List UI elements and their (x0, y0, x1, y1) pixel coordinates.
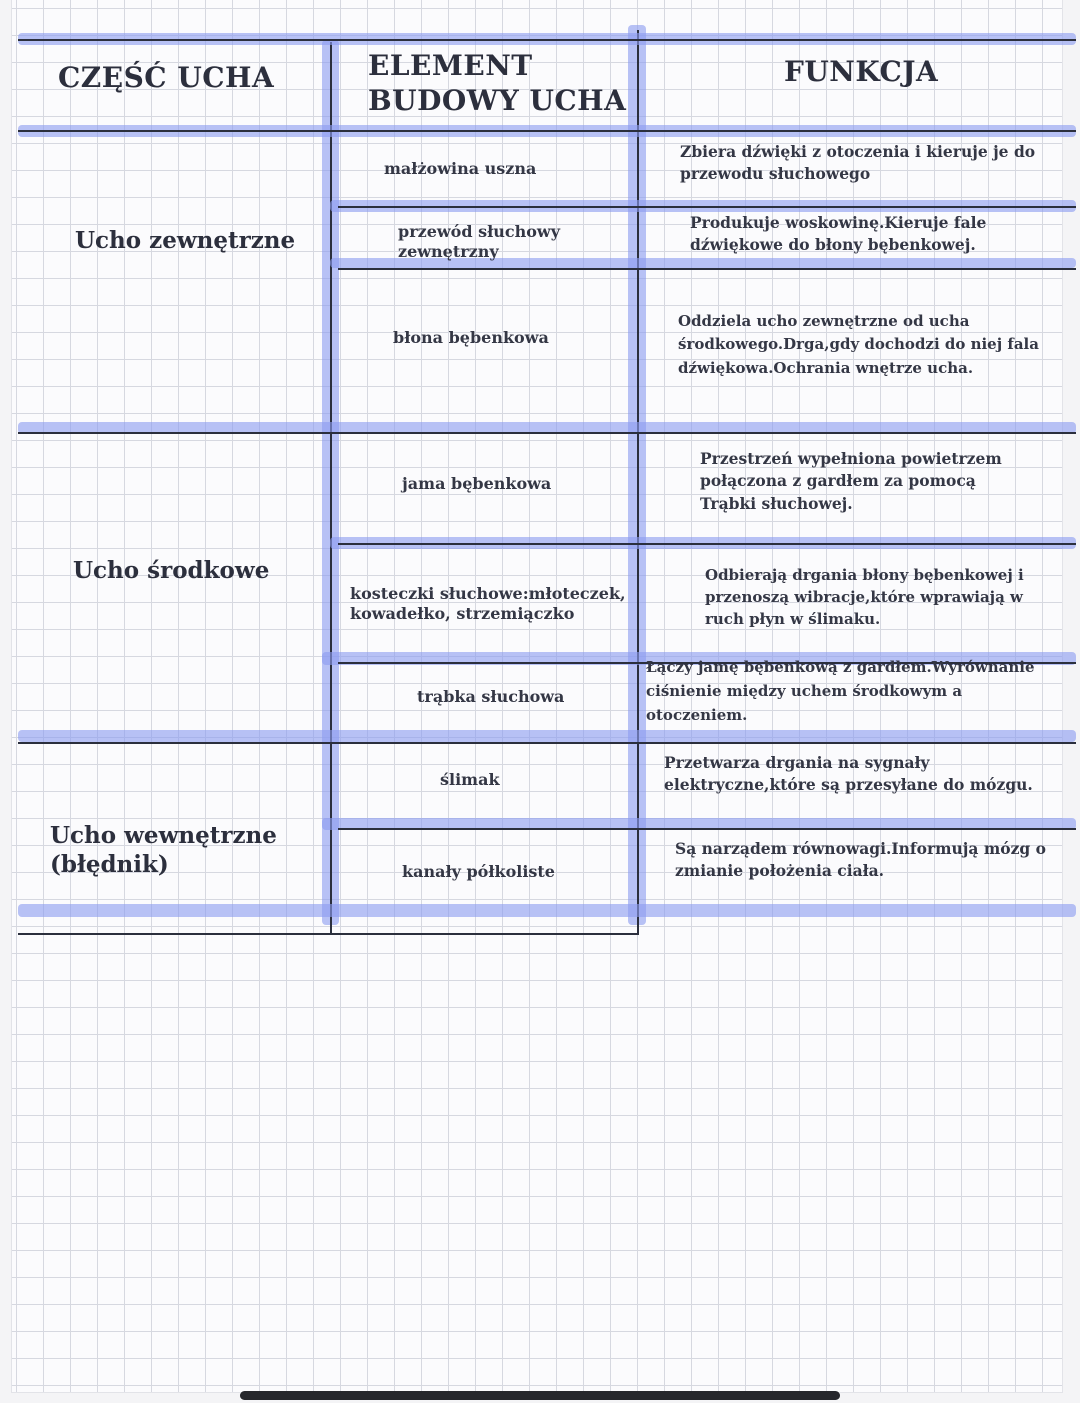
element-text: kosteczki słuchowe:młoteczek, (350, 584, 626, 603)
row-divider-line (338, 268, 1076, 270)
header-function: FUNKCJA (784, 55, 939, 88)
function-text: Oddziela ucho zewnętrzne od ucha (678, 312, 970, 330)
function-text: Zbiera dźwięki z otoczenia i kieruje je do (680, 142, 1036, 161)
function-cell (705, 565, 1024, 630)
function-text: Łączy jamę bębenkową z gardłem.Wyrównanie (646, 658, 1035, 676)
part-inner-ear-line1: Ucho wewnętrzne (50, 822, 277, 849)
element-text: kanały półkoliste (402, 862, 555, 881)
row-divider-highlight (18, 730, 1076, 742)
function-cell (664, 752, 1033, 797)
function-text: elektryczne,które są przesyłane do mózgu. (664, 775, 1033, 795)
function-text: Produkuje woskowinę.Kieruje fale (690, 213, 987, 232)
row-divider-line (18, 130, 1076, 132)
function-text: Trąbki słuchowej. (700, 493, 853, 513)
element-cell (350, 584, 626, 624)
part-middle-ear: Ucho środkowe (73, 557, 270, 584)
row-divider-line (338, 206, 1076, 208)
column-divider-line (330, 42, 332, 934)
function-cell (646, 655, 1035, 727)
element-text: jama bębenkowa (402, 474, 552, 493)
function-cell (678, 310, 1039, 380)
element-text: kowadełko, strzemiączko (350, 604, 575, 623)
column-divider-line (637, 30, 639, 935)
element-cell (393, 328, 549, 348)
row-divider-line (338, 828, 1076, 830)
part-inner-ear (50, 822, 277, 880)
element-cell (398, 222, 560, 262)
function-text: Przestrzeń wypełniona powietrzem (700, 449, 1002, 468)
function-cell (675, 838, 1046, 883)
function-text: otoczeniem. (646, 706, 748, 724)
horizontal-scrollbar[interactable] (240, 1391, 840, 1400)
element-text: ślimak (440, 770, 500, 789)
element-cell (402, 474, 551, 494)
function-text: zmianie położenia ciała. (675, 861, 885, 881)
row-divider-line (338, 543, 1076, 545)
header-part: CZĘŚĆ UCHA (58, 61, 275, 94)
function-text: przewodu słuchowego (680, 164, 871, 184)
function-text: Są narządem równowagi.Informują mózg o (675, 839, 1046, 858)
element-cell (440, 770, 500, 790)
row-divider-line (18, 432, 1076, 434)
function-text: ruch płyn w ślimaku. (705, 609, 881, 628)
header-element (368, 48, 626, 118)
element-text: zewnętrzny (398, 242, 499, 261)
function-text: Odbierają drgania błony bębenkowej i (705, 566, 1024, 584)
row-divider-highlight (18, 904, 1076, 917)
element-cell (417, 687, 564, 707)
function-text: przenoszą wibracje,które wprawiają w (705, 587, 1023, 606)
row-divider-line (18, 933, 638, 935)
element-cell (384, 159, 536, 179)
function-text: ciśnienie między uchem środkowym a (646, 682, 963, 700)
row-divider-line (18, 742, 1076, 744)
function-text: dźwiękowe do błony bębenkowej. (690, 235, 976, 255)
element-cell (402, 862, 555, 882)
element-text: trąbka słuchowa (417, 687, 565, 706)
element-text: błona bębenkowa (393, 328, 549, 347)
function-cell (690, 212, 986, 257)
header-element-line2: BUDOWY UCHA (368, 84, 627, 117)
function-text: Przetwarza drgania na sygnały (664, 753, 930, 772)
header-element-line1: ELEMENT (368, 49, 533, 82)
function-cell (680, 141, 1035, 186)
element-text: przewód słuchowy (398, 222, 560, 241)
function-text: połączona z gardłem za pomocą (700, 471, 976, 491)
part-outer-ear: Ucho zewnętrzne (75, 227, 296, 254)
row-divider-line (18, 39, 1076, 41)
function-text: dźwiękowa.Ochrania wnętrze ucha. (678, 358, 974, 377)
element-text: małżowina uszna (384, 159, 537, 178)
function-cell (700, 448, 1002, 515)
part-inner-ear-line2: (błędnik) (50, 850, 169, 878)
function-text: środkowego.Drga,gdy dochodzi do niej fala (678, 335, 1039, 354)
